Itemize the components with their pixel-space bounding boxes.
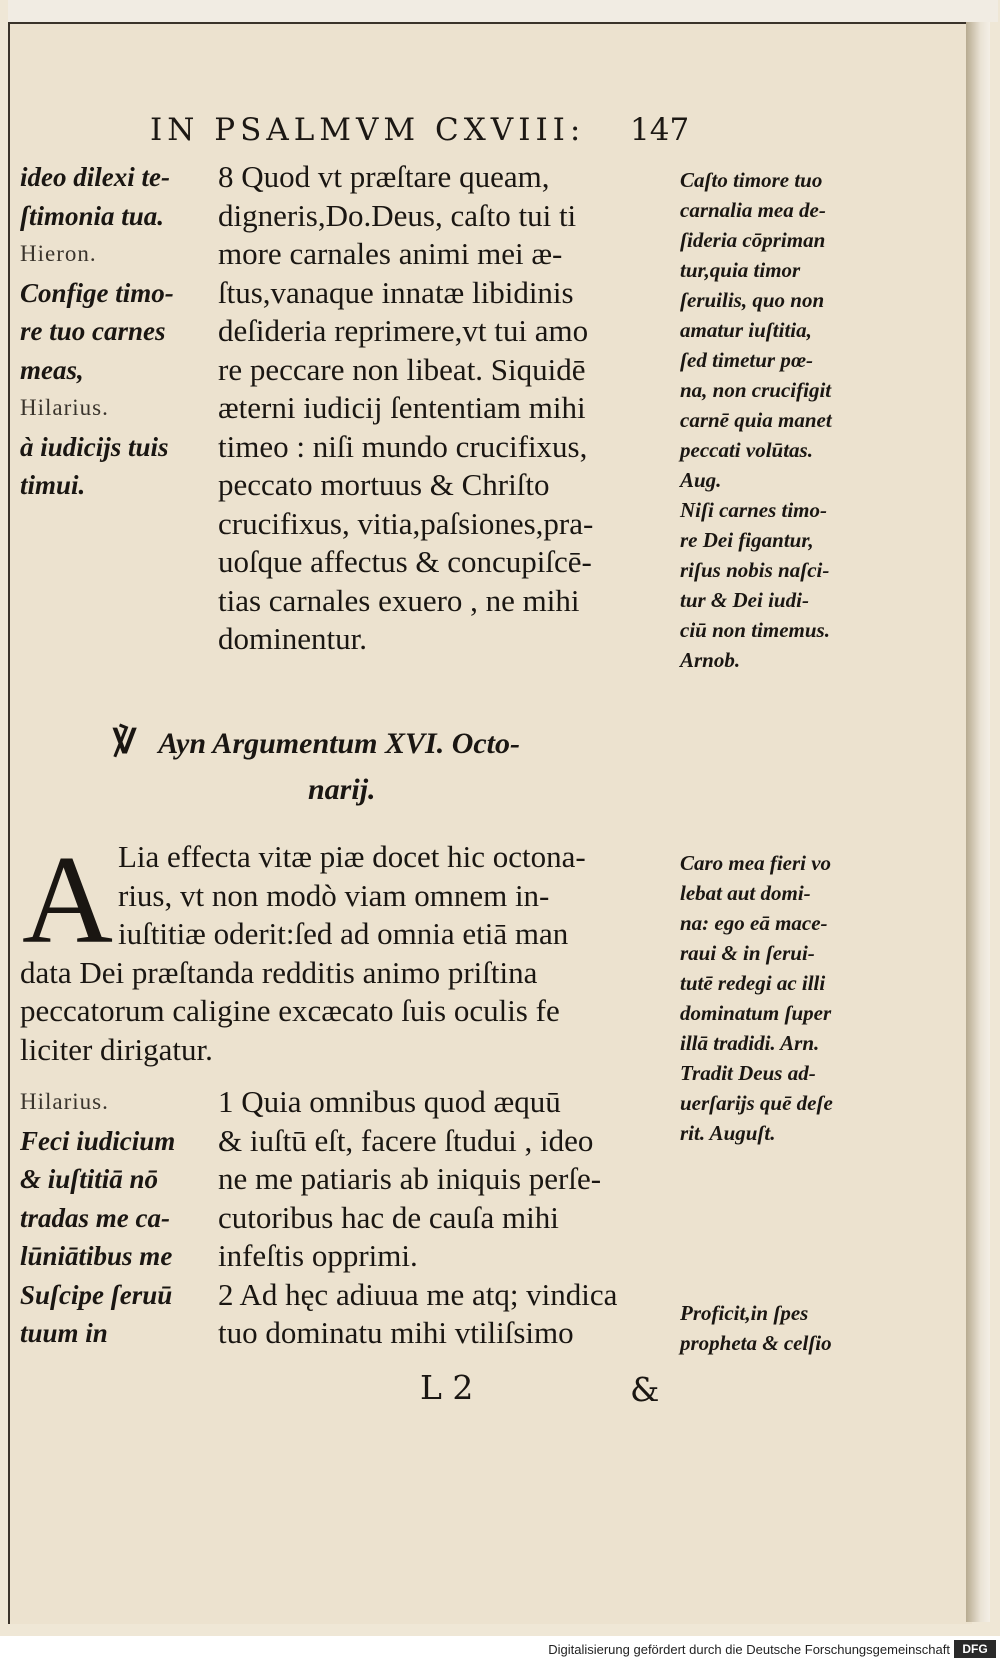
text-line: re peccare non libeat. Siquidē	[218, 351, 586, 387]
margin-line: lūniātibus me	[20, 1241, 173, 1271]
margin-line: dominatum ſuper	[680, 1001, 832, 1025]
text-line: liciter dirigatur.	[20, 1031, 213, 1067]
text-line: 1 Quia omnibus quod æquū	[218, 1084, 561, 1119]
margin-line: Tradit Deus ad-	[680, 1061, 816, 1085]
margin-line: tur,quia timor	[680, 258, 801, 282]
margin-line: carnalia mea de-	[680, 198, 826, 222]
margin-line: meas,	[20, 354, 84, 385]
margin-line: Arnob.	[680, 648, 741, 672]
margin-line: raui & in ſerui-	[680, 941, 815, 965]
text-line: & iuſtū eſt, facere ſtudui , ideo	[218, 1122, 594, 1158]
text-line: uoſque affectus & concupiſcē-	[218, 544, 592, 579]
margin-line: Proficit,in ſpes	[680, 1301, 809, 1325]
page-number: 147	[630, 112, 690, 148]
margin-line: Niſi carnes timo-	[680, 498, 827, 522]
margin-line: re tuo carnes	[20, 316, 166, 346]
text-line: data Dei præſtanda redditis animo priſtina	[20, 954, 538, 990]
text-line: rius, vt non modò viam omnem in-	[118, 877, 550, 913]
catchword: &	[630, 1370, 660, 1409]
text-line: Lia effecta vitæ piæ docet hic octona-	[118, 839, 586, 874]
text-line: æterni iudicij ſententiam mihi	[218, 390, 586, 425]
margin-line: riſus nobis naſci-	[680, 558, 830, 582]
margin-line: Confige timo-	[20, 277, 174, 308]
margin-line: Caſto timore tuo	[680, 168, 823, 192]
margin-line: ſed timetur pœ-	[680, 348, 813, 372]
scan-top-margin	[8, 0, 998, 22]
text-line: infeſtis opprimi.	[218, 1238, 418, 1273]
margin-line: Hilarius.	[20, 1089, 109, 1114]
text-line: 8 Quod vt præſtare queam,	[218, 159, 550, 194]
margin-line: ſeruilis, quo non	[680, 288, 825, 312]
main-text-2	[20, 831, 586, 1069]
argument-heading	[113, 720, 520, 813]
margin-line: na, non crucifigit	[680, 378, 832, 402]
margin-line: tutē redegi ac illi	[680, 971, 826, 995]
text-line: deſideria reprimere,vt tui amo	[218, 313, 589, 348]
argument-title-line2: narij.	[308, 773, 376, 806]
dfg-logo: DFG	[954, 1640, 996, 1658]
margin-line: ſideria cōpriman	[680, 228, 826, 252]
text-line: 2 Ad hęc adiuua me atq; vindica	[218, 1276, 618, 1312]
main-text-1	[218, 158, 593, 659]
text-line: ſtus,vanaque innatæ libidinis	[218, 274, 574, 310]
margin-line: timui.	[20, 470, 86, 500]
argument-title-line1: Ayn Argumentum XVI. Octo-	[158, 727, 520, 760]
running-title: IN PSALMVM CXVIII:	[150, 112, 586, 148]
margin-line: Caro mea fieri vo	[680, 851, 832, 875]
margin-line: illā tradidi. Arn.	[680, 1031, 820, 1055]
margin-line: propheta & celſio	[680, 1331, 832, 1355]
text-line: dominentur.	[218, 621, 367, 656]
margin-line: lebat aut domi-	[680, 881, 811, 905]
text-line: iuſtitiæ oderit:ſed ad omnia etiā man	[118, 916, 569, 951]
right-margin-notes-1	[680, 165, 832, 675]
margin-line: à iudicijs tuis	[20, 431, 169, 462]
versicle-mark: ℣	[113, 724, 137, 761]
drop-capital: A	[22, 831, 113, 970]
margin-line: tur & Dei iudi-	[680, 588, 809, 612]
margin-line: ſtimonia tua.	[20, 200, 165, 231]
text-line: ne me patiaris ab iniquis perſe-	[218, 1161, 602, 1196]
left-margin-notes-1	[20, 158, 174, 505]
margin-line: re Dei figantur,	[680, 528, 814, 552]
margin-line: amatur iuſtitia,	[680, 318, 812, 342]
margin-line: uerſarijs quē deſe	[680, 1091, 833, 1115]
margin-line: na: ego eā mace-	[680, 911, 828, 935]
right-margin-notes-3	[680, 1298, 832, 1358]
signature-mark: L 2	[420, 1368, 474, 1407]
text-line: peccatorum caligine excæcato ſuis oculis fe	[20, 993, 560, 1028]
text-line: timeo : niſi mundo crucifixus,	[218, 428, 588, 464]
text-line: digneris,Do.Deus, caſto tui ti	[218, 197, 577, 233]
margin-line: ideo dilexi te-	[20, 162, 170, 192]
margin-line: rit. Auguſt.	[680, 1121, 776, 1145]
text-line: cutoribus hac de cauſa mihi	[218, 1199, 559, 1235]
text-line: more carnales animi mei æ-	[218, 236, 563, 271]
page-edge	[966, 22, 990, 1622]
text-line: tias carnales exuero , ne mihi	[218, 582, 580, 618]
main-text-3	[218, 1083, 617, 1353]
digitization-credit: Digitalisierung gefördert durch die Deutsche Forschungsgemeinschaft	[548, 1642, 950, 1657]
margin-line: tradas me ca-	[20, 1202, 170, 1233]
text-line: tuo dominatu mihi vtiliſsimo	[218, 1315, 574, 1350]
right-margin-notes-2	[680, 848, 833, 1148]
margin-line: & iuſtitiā nō	[20, 1164, 159, 1194]
margin-line: tuum in	[20, 1318, 108, 1348]
margin-line: peccati volūtas.	[680, 438, 813, 462]
text-line: peccato mortuus & Chriſto	[218, 467, 550, 502]
margin-line: Hilarius.	[20, 395, 109, 420]
text-line: crucifixus, vitia,paſsiones,pra-	[218, 505, 594, 541]
margin-line: Feci iudicium	[20, 1125, 176, 1156]
margin-line: Suſcipe ſeruū	[20, 1279, 173, 1310]
margin-line: ciū non timemus.	[680, 618, 830, 642]
digitization-footer	[0, 1636, 1000, 1665]
margin-line: Aug.	[680, 468, 722, 492]
margin-line: Hieron.	[20, 241, 97, 266]
margin-line: carnē quia manet	[680, 408, 832, 432]
left-margin-notes-2	[20, 1083, 175, 1353]
